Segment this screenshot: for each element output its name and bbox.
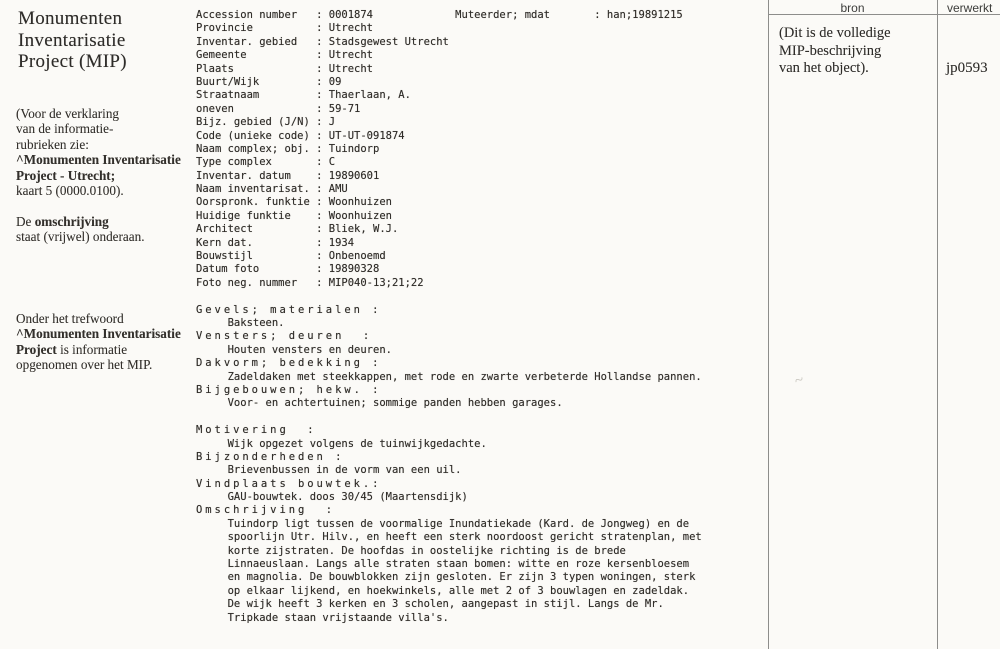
typewriter-line: Bijz. gebied (J/N) : J	[196, 116, 336, 129]
typewriter-line: korte zijstraten. De hoofdas in oostelijke richting is de brede	[196, 544, 626, 557]
typewriter-line: Bijgebouwen; hekw. :	[196, 383, 382, 396]
typewriter-line: Wijk opgezet volgens de tuinwijkgedachte.	[196, 437, 487, 450]
typewriter-line: Bijzonderheden :	[196, 450, 345, 463]
typewriter-line: Vindplaats bouwtek.:	[196, 477, 382, 490]
typewriter-line: Inventar. datum : 19890601	[196, 169, 380, 182]
sidebar-note-line: ^Monumenten Inventarisatie	[16, 326, 181, 342]
sidebar-note-line: van de informatie-	[16, 121, 114, 137]
typewriter-line: Zadeldaken met steekkappen, met rode en zwarte verbeterde Hollandse pannen.	[196, 370, 702, 383]
typewriter-line: Accession number : 0001874 Muteerder; mdat : han;19891215	[196, 9, 683, 21]
bron-column-left-rule	[768, 0, 769, 649]
typewriter-line: Oorspronk. funktie : Woonhuizen	[196, 196, 392, 209]
verwerkt-column-left-rule	[937, 0, 938, 649]
typewriter-line: en magnolia. De bouwblokken zijn gesloten. Er zijn 3 typen woningen, sterk	[196, 571, 696, 584]
typewriter-line	[196, 411, 702, 424]
sidebar-note-line: kaart 5 (0000.0100).	[16, 183, 124, 199]
typewriter-line: Houten vensters en deuren.	[196, 343, 392, 356]
title-line: Project (MIP)	[18, 51, 127, 72]
bron-note-line: (Dit is de volledige	[779, 25, 891, 41]
typewriter-line: Kern dat. : 1934	[196, 236, 355, 249]
typewriter-line: GAU-bouwtek. doos 30/45 (Maartensdijk)	[196, 491, 468, 504]
typewriter-line: Brievenbussen in de vorm van een uil.	[196, 464, 462, 477]
typewriter-line: oneven : 59-71	[196, 102, 361, 115]
typewriter-line: Tuindorp ligt tussen de voormalige Inundatiekade (Kard. de Jongweg) en de	[196, 517, 690, 530]
typewriter-line: Linnaeuslaan. Langs alle straten staan bomen: witte en roze kersenbloesem	[196, 558, 690, 571]
sidebar-note-block	[16, 106, 186, 198]
typewriter-line	[196, 290, 702, 303]
typewriter-line: Inventar. gebied : Stadsgewest Utrecht	[196, 35, 449, 48]
sidebar-note-line: De omschrijving	[16, 214, 109, 229]
verwerkt-column-header: verwerkt	[947, 1, 993, 15]
title-line: Monumenten	[18, 8, 123, 29]
verwerkt-code: jp0593	[946, 60, 988, 76]
typewriter-line: Tripkade staan vrijstaande villa's.	[196, 611, 449, 624]
typewriter-line: Baksteen.	[196, 316, 285, 329]
sidebar-note-line: Project is informatie	[16, 341, 128, 357]
pencil-smudge-artifact: ~	[792, 371, 806, 390]
typewriter-line: Foto neg. nummer : MIP040-13;21;22	[196, 276, 424, 289]
typewriter-line: Type complex : C	[196, 156, 336, 169]
bron-note	[779, 25, 934, 78]
sidebar-note-line: staat (vrijwel) onderaan.	[16, 229, 145, 245]
typewriter-line: Motivering :	[196, 424, 317, 437]
sidebar-note-block	[16, 214, 186, 245]
bron-note-line: van het object).	[779, 60, 869, 76]
typewriter-line: Datum foto : 19890328	[196, 263, 380, 276]
typewriter-line: Bouwstijl : Onbenoemd	[196, 250, 386, 263]
typewriter-line: Straatnaam : Thaerlaan, A.	[196, 89, 411, 102]
title-line: Inventarisatie	[18, 29, 126, 51]
typewriter-line: Vensters; deuren :	[196, 330, 373, 343]
sidebar-note-line: Onder het trefwoord	[16, 311, 124, 326]
typewriter-line: Omschrijving :	[196, 504, 336, 517]
typewriter-text-block	[196, 9, 702, 625]
typewriter-line: Naam inventarisat. : AMU	[196, 183, 348, 196]
typewriter-line: Buurt/Wijk : 09	[196, 75, 342, 88]
typewriter-line: Plaats : Utrecht	[196, 62, 374, 75]
typewriter-line: Gemeente : Utrecht	[196, 49, 374, 62]
bron-column-header: bron	[840, 1, 865, 15]
typewriter-line: Gevels; materialen :	[196, 303, 382, 316]
document-title	[18, 8, 127, 73]
sidebar-note-line: (Voor de verklaring	[16, 106, 120, 121]
sidebar-note-line: opgenomen over het MIP.	[16, 357, 153, 373]
sidebar-note-block	[16, 311, 186, 373]
typewriter-line: Huidige funktie : Woonhuizen	[196, 209, 392, 222]
typewriter-line: Dakvorm; bedekking :	[196, 357, 382, 370]
sidebar-note-line: Project - Utrecht;	[16, 167, 116, 183]
sidebar-note-line: rubrieken zie:	[16, 136, 89, 152]
typewriter-line: op elkaar lijkend, en hoekwinkels, alle met 2 of 3 bouwlagen en zadeldak.	[196, 584, 690, 597]
bron-note-line: MIP-beschrijving	[779, 42, 882, 59]
typewriter-line: Naam complex; obj. : Tuindorp	[196, 142, 380, 155]
sidebar-note-line: ^Monumenten Inventarisatie	[16, 152, 181, 168]
typewriter-line: Architect : Bliek, W.J.	[196, 223, 399, 236]
typewriter-line: De wijk heeft 3 kerken en 3 scholen, aangepast in stijl. Langs de Mr.	[196, 598, 664, 611]
typewriter-line: Provincie : Utrecht	[196, 22, 374, 35]
typewriter-line: Code (unieke code) : UT-UT-091874	[196, 129, 405, 142]
typewriter-line: Voor- en achtertuinen; sommige panden hebben garages.	[196, 397, 563, 410]
typewriter-line: spoorlijn Utr. Hilv., en heeft een sterk noordoost gericht stratenplan, met	[196, 531, 702, 544]
